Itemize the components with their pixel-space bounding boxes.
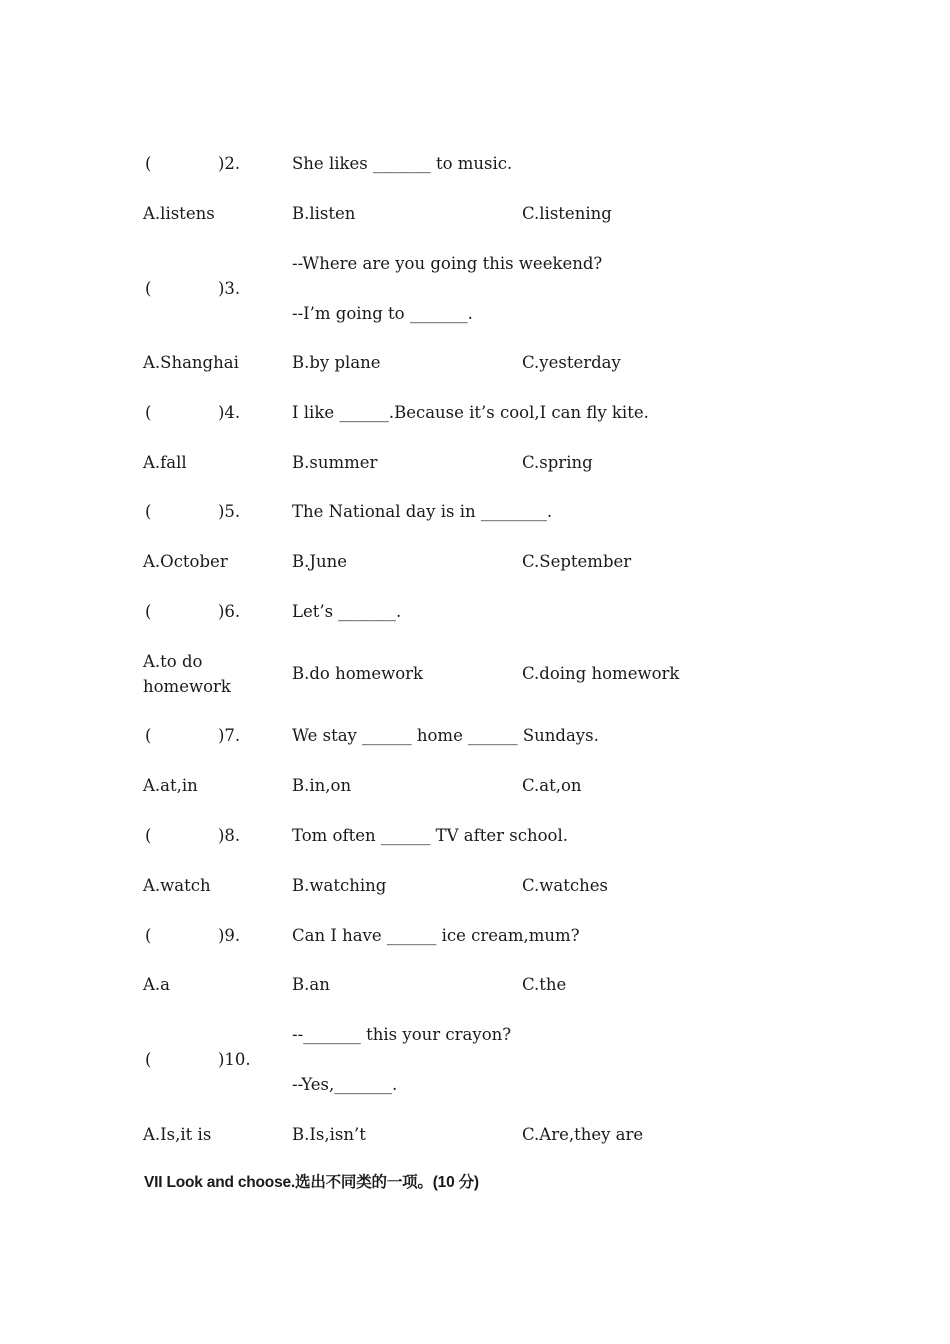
question-stem: I like ______.Because it’s cool,I can fly kite.	[292, 403, 649, 422]
question-number: )3.	[218, 279, 241, 298]
question-10-row	[0, 1047, 950, 1075]
answer-paren: (	[145, 154, 152, 173]
option-b: B.watching	[292, 876, 387, 895]
answer-paren: (	[145, 279, 152, 298]
option-b: B.Is,isn’t	[292, 1125, 366, 1144]
option-c: C.yesterday	[522, 353, 621, 372]
option-b: B.June	[292, 552, 348, 571]
option-a: A.to do homework	[143, 652, 231, 696]
option-c: C.watches	[522, 876, 608, 895]
question-10-stem-line-1	[0, 1022, 950, 1050]
question-stem: --I’m going to _______.	[292, 304, 473, 323]
option-c: C.September	[522, 552, 632, 571]
question-stem: --_______ this your crayon?	[292, 1025, 512, 1044]
option-a: A.a	[143, 975, 170, 994]
question-number: )10.	[218, 1050, 251, 1069]
option-c: C.at,on	[522, 776, 582, 795]
question-3-row	[0, 276, 950, 304]
question-8-row	[0, 823, 950, 851]
question-5-options	[0, 549, 950, 577]
answer-paren: (	[145, 1050, 152, 1069]
question-3-stem-line-2	[0, 301, 950, 329]
question-stem: The National day is in ________.	[292, 502, 553, 521]
question-number: )7.	[218, 726, 241, 745]
option-b: B.in,on	[292, 776, 352, 795]
question-7-options	[0, 773, 950, 801]
option-a: A.October	[143, 552, 228, 571]
question-4-row	[0, 400, 950, 428]
question-10-options	[0, 1122, 950, 1150]
question-number: )6.	[218, 602, 241, 621]
option-b: B.an	[292, 975, 330, 994]
question-number: )8.	[218, 826, 241, 845]
answer-paren: (	[145, 726, 152, 745]
option-a: A.at,in	[143, 776, 198, 795]
question-10-stem-line-2	[0, 1072, 950, 1100]
question-6-options	[0, 649, 950, 701]
question-8-options	[0, 873, 950, 901]
question-3-stem-line-1	[0, 251, 950, 279]
answer-paren: (	[145, 502, 152, 521]
question-5-row	[0, 499, 950, 527]
option-b: B.do homework	[292, 664, 424, 683]
question-6-row	[0, 599, 950, 627]
question-9-options	[0, 972, 950, 1000]
question-3-options	[0, 350, 950, 378]
question-stem: --Where are you going this weekend?	[292, 254, 603, 273]
question-stem: We stay ______ home ______ Sundays.	[292, 726, 599, 745]
question-stem: Let’s _______.	[292, 602, 402, 621]
option-c: C.spring	[522, 453, 593, 472]
question-stem: --Yes,_______.	[292, 1075, 398, 1094]
option-a: A.watch	[143, 876, 211, 895]
question-number: )2.	[218, 154, 241, 173]
question-9-row	[0, 923, 950, 951]
option-a: A.fall	[143, 453, 187, 472]
option-a: A.Is,it is	[143, 1125, 212, 1144]
answer-paren: (	[145, 826, 152, 845]
question-4-options	[0, 450, 950, 478]
option-a: A.Shanghai	[143, 353, 239, 372]
answer-paren: (	[145, 602, 152, 621]
section-heading: VII Look and choose.选出不同类的一项。(10 分)	[144, 1174, 479, 1191]
question-stem: Tom often ______ TV after school.	[292, 826, 568, 845]
option-b: B.by plane	[292, 353, 381, 372]
question-2-row	[0, 151, 950, 179]
question-number: )5.	[218, 502, 241, 521]
option-a: A.listens	[143, 204, 215, 223]
question-number: )4.	[218, 403, 241, 422]
option-b: B.summer	[292, 453, 378, 472]
option-c: C.doing homework	[522, 664, 680, 683]
option-c: C.listening	[522, 204, 612, 223]
question-2-options	[0, 201, 950, 229]
option-c: C.the	[522, 975, 567, 994]
option-b: B.listen	[292, 204, 356, 223]
question-stem: She likes _______ to music.	[292, 154, 513, 173]
question-number: )9.	[218, 926, 241, 945]
answer-paren: (	[145, 403, 152, 422]
answer-paren: (	[145, 926, 152, 945]
question-7-row	[0, 723, 950, 751]
question-stem: Can I have ______ ice cream,mum?	[292, 926, 580, 945]
option-c: C.Are,they are	[522, 1125, 644, 1144]
